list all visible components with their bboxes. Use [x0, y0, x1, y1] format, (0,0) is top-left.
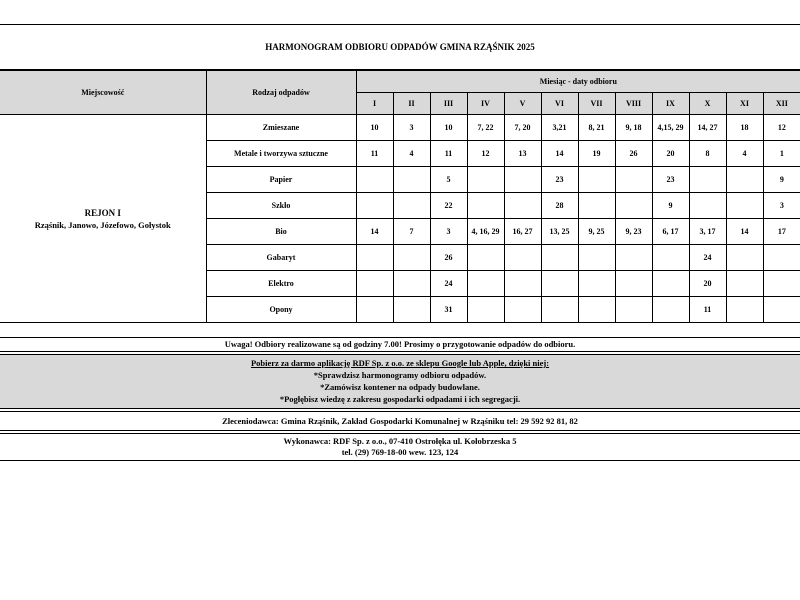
date-cell: [356, 193, 393, 219]
date-cell: [356, 245, 393, 271]
date-cell: 19: [578, 141, 615, 167]
date-cell: 12: [763, 115, 800, 141]
app-benefit-3: *Pogłębisz wiedzę z zakresu gospodarki odpadami i ich segregacji.: [279, 394, 521, 404]
date-cell: [615, 245, 652, 271]
date-cell: 9: [763, 167, 800, 193]
date-cell: [726, 297, 763, 323]
date-cell: [615, 193, 652, 219]
month-header: XII: [763, 93, 800, 115]
date-cell: 14: [726, 219, 763, 245]
date-cell: [726, 271, 763, 297]
date-cell: [504, 167, 541, 193]
date-cell: 4: [393, 141, 430, 167]
month-header: VII: [578, 93, 615, 115]
date-cell: [356, 297, 393, 323]
date-cell: [467, 297, 504, 323]
waste-type-cell: Elektro: [206, 271, 356, 297]
date-cell: [504, 271, 541, 297]
date-cell: 9, 18: [615, 115, 652, 141]
date-cell: 9, 23: [615, 219, 652, 245]
month-header: XI: [726, 93, 763, 115]
date-cell: [504, 297, 541, 323]
waste-type-cell: Zmieszane: [206, 115, 356, 141]
date-cell: 3: [763, 193, 800, 219]
schedule-row: [0, 115, 800, 141]
waste-type-header: Rodzaj odpadów: [206, 71, 356, 115]
date-cell: [393, 167, 430, 193]
date-cell: [763, 245, 800, 271]
date-cell: 7, 22: [467, 115, 504, 141]
date-cell: [578, 193, 615, 219]
region-cell: [0, 115, 206, 323]
date-cell: 17: [763, 219, 800, 245]
date-cell: 26: [615, 141, 652, 167]
date-cell: 24: [689, 245, 726, 271]
date-cell: [689, 167, 726, 193]
date-cell: 28: [541, 193, 578, 219]
date-cell: [504, 193, 541, 219]
date-cell: [393, 271, 430, 297]
date-cell: 23: [541, 167, 578, 193]
date-cell: 26: [430, 245, 467, 271]
client-info: Zleceniodawca: Gmina Rząśnik, Zakład Gospodarki Komunalnej w Rząśniku tel: 29 592 92 81, 82: [0, 411, 800, 431]
date-cell: [541, 297, 578, 323]
date-cell: 11: [356, 141, 393, 167]
app-promo: [0, 354, 800, 409]
date-cell: [578, 271, 615, 297]
date-cell: 16, 27: [504, 219, 541, 245]
date-cell: 7: [393, 219, 430, 245]
date-cell: 11: [689, 297, 726, 323]
date-cell: 9: [652, 193, 689, 219]
schedule-table: [0, 70, 800, 323]
month-header: VI: [541, 93, 578, 115]
date-cell: [393, 297, 430, 323]
date-cell: 7, 20: [504, 115, 541, 141]
date-cell: [615, 271, 652, 297]
contractor-phone: tel. (29) 769-18-00 wew. 123, 124: [341, 447, 459, 457]
month-header: II: [393, 93, 430, 115]
date-cell: 5: [430, 167, 467, 193]
date-cell: [504, 245, 541, 271]
month-header: I: [356, 93, 393, 115]
date-cell: 3: [393, 115, 430, 141]
month-header: IX: [652, 93, 689, 115]
date-cell: 13, 25: [541, 219, 578, 245]
date-cell: 24: [430, 271, 467, 297]
date-cell: [578, 245, 615, 271]
app-promo-heading: Pobierz za darmo aplikację RDF Sp. z o.o. ze sklepu Google lub Apple, dzięki niej:: [250, 358, 550, 368]
locality-header: Miejscowość: [0, 71, 206, 115]
date-cell: 9, 25: [578, 219, 615, 245]
pickup-notice: Uwaga! Odbiory realizowane są od godziny 7.00! Prosimy o przygotowanie odpadów do odbioru.: [0, 337, 800, 352]
date-cell: [652, 271, 689, 297]
date-cell: 22: [430, 193, 467, 219]
date-cell: [541, 245, 578, 271]
date-cell: 11: [430, 141, 467, 167]
date-cell: 1: [763, 141, 800, 167]
date-cell: [578, 167, 615, 193]
date-cell: 13: [504, 141, 541, 167]
app-benefit-1: *Sprawdzisz harmonogramy odbioru odpadów.: [313, 370, 487, 380]
waste-type-cell: Metale i tworzywa sztuczne: [206, 141, 356, 167]
date-cell: 4: [726, 141, 763, 167]
date-cell: [467, 245, 504, 271]
waste-type-cell: Szkło: [206, 193, 356, 219]
date-cell: [615, 297, 652, 323]
months-group-header: Miesiąc - daty odbioru: [356, 71, 800, 93]
date-cell: [652, 297, 689, 323]
date-cell: 6, 17: [652, 219, 689, 245]
date-cell: 20: [689, 271, 726, 297]
date-cell: 14: [356, 219, 393, 245]
date-cell: [541, 271, 578, 297]
month-header: VIII: [615, 93, 652, 115]
schedule-document: [0, 24, 800, 461]
month-header: V: [504, 93, 541, 115]
date-cell: [763, 297, 800, 323]
date-cell: 10: [430, 115, 467, 141]
date-cell: [393, 193, 430, 219]
region-places: Rząśnik, Janowo, Józefowo, Gołystok: [34, 219, 171, 230]
region-name: REJON I: [84, 207, 121, 218]
month-header: IV: [467, 93, 504, 115]
waste-type-cell: Bio: [206, 219, 356, 245]
date-cell: 10: [356, 115, 393, 141]
date-cell: [356, 271, 393, 297]
date-cell: [726, 193, 763, 219]
contractor-info: [0, 433, 800, 461]
month-header: III: [430, 93, 467, 115]
date-cell: [467, 167, 504, 193]
date-cell: [578, 297, 615, 323]
date-cell: 8: [689, 141, 726, 167]
date-cell: [763, 271, 800, 297]
date-cell: 14: [541, 141, 578, 167]
document-title: HARMONOGRAM ODBIORU ODPADÓW GMINA RZĄŚNIK 2025: [0, 24, 800, 70]
date-cell: 3: [430, 219, 467, 245]
waste-type-cell: Opony: [206, 297, 356, 323]
date-cell: 3, 17: [689, 219, 726, 245]
date-cell: [689, 193, 726, 219]
date-cell: 18: [726, 115, 763, 141]
date-cell: 12: [467, 141, 504, 167]
waste-type-cell: Gabaryt: [206, 245, 356, 271]
date-cell: 31: [430, 297, 467, 323]
date-cell: [467, 193, 504, 219]
date-cell: 20: [652, 141, 689, 167]
month-header: X: [689, 93, 726, 115]
date-cell: 14, 27: [689, 115, 726, 141]
date-cell: 4,15, 29: [652, 115, 689, 141]
date-cell: 23: [652, 167, 689, 193]
date-cell: [726, 167, 763, 193]
date-cell: 3,21: [541, 115, 578, 141]
date-cell: [726, 245, 763, 271]
date-cell: [652, 245, 689, 271]
date-cell: [356, 167, 393, 193]
date-cell: [467, 271, 504, 297]
waste-type-cell: Papier: [206, 167, 356, 193]
date-cell: [615, 167, 652, 193]
date-cell: 8, 21: [578, 115, 615, 141]
date-cell: 4, 16, 29: [467, 219, 504, 245]
app-benefit-2: *Zamówisz kontener na odpady budowlane.: [320, 382, 480, 392]
date-cell: [393, 245, 430, 271]
contractor-address: Wykonawca: RDF Sp. z o.o., 07-410 Ostrołęka ul. Kołobrzeska 5: [283, 436, 517, 446]
